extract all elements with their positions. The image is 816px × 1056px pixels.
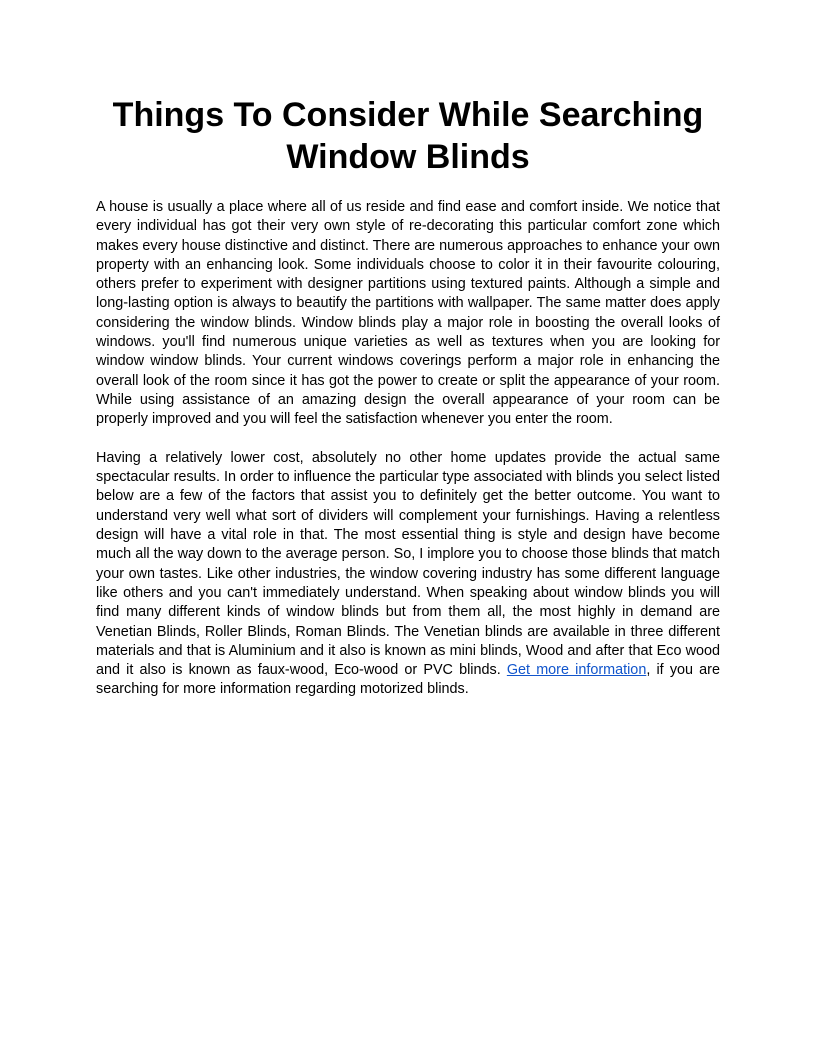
document-title: Things To Consider While Searching Window Blinds: [112, 96, 704, 176]
paragraph-considerations: [96, 449, 720, 700]
get-more-information-link[interactable]: Get more information: [506, 662, 647, 679]
document-body: [96, 198, 720, 719]
paragraph-considerations-text: Having a relatively lower cost, absolutely no other home updates provide the actual same spectacular results. In order to influence the particular type associated with blinds you select listed below are a few of the factors that assist you to definitely get the better outcome. You want to understand very well what sort of dividers will complement your furnishings. Having a relentless design will have a vital role in that. The most essential thing is style and design have become much all the way down to the average person. So, I implore you to choose those blinds that match your own tastes. Like other industries, the window covering industry has some different language like others and you can't immediately understand. When speaking about window blinds you will find many different kinds of window blinds but from them all, the most highly in demand are Venetian Blinds, Roller Blinds, Roman Blinds. The Venetian blinds are available in three different materials and that is Aluminium and it also is known as mini blinds, Wood and after that Eco wood and it also is known as faux-wood, Eco-wood or PVC blinds.: [96, 449, 720, 679]
paragraph-considerations-tail: , if you are searching for more information regarding motorized blinds.: [96, 662, 720, 698]
paragraph-intro: A house is usually a place where all of us reside and find ease and comfort inside. We notice that every individual has got their very own style of re-decorating this particular comfort zone which makes every house distinctive and distinct. There are numerous approaches to enhance your own property with an enhancing look. Some individuals choose to color it in their favourite colouring, others prefer to experiment with designer partitions using textured paints. Although a simple and long-lasting option is always to beautify the partitions with wallpaper. The same matter does apply considering the window blinds. Window blinds play a major role in boosting the overall looks of windows. you'll find numerous unique varieties as well as textures when you are looking for window window blinds. Your current windows coverings perform a major role in enhancing the overall look of the room since it has got the power to create or split the appearance of your room. While using assistance of an amazing design the overall appearance of your room can be properly improved and you will feel the satisfaction whenever you enter the room.: [96, 199, 720, 428]
